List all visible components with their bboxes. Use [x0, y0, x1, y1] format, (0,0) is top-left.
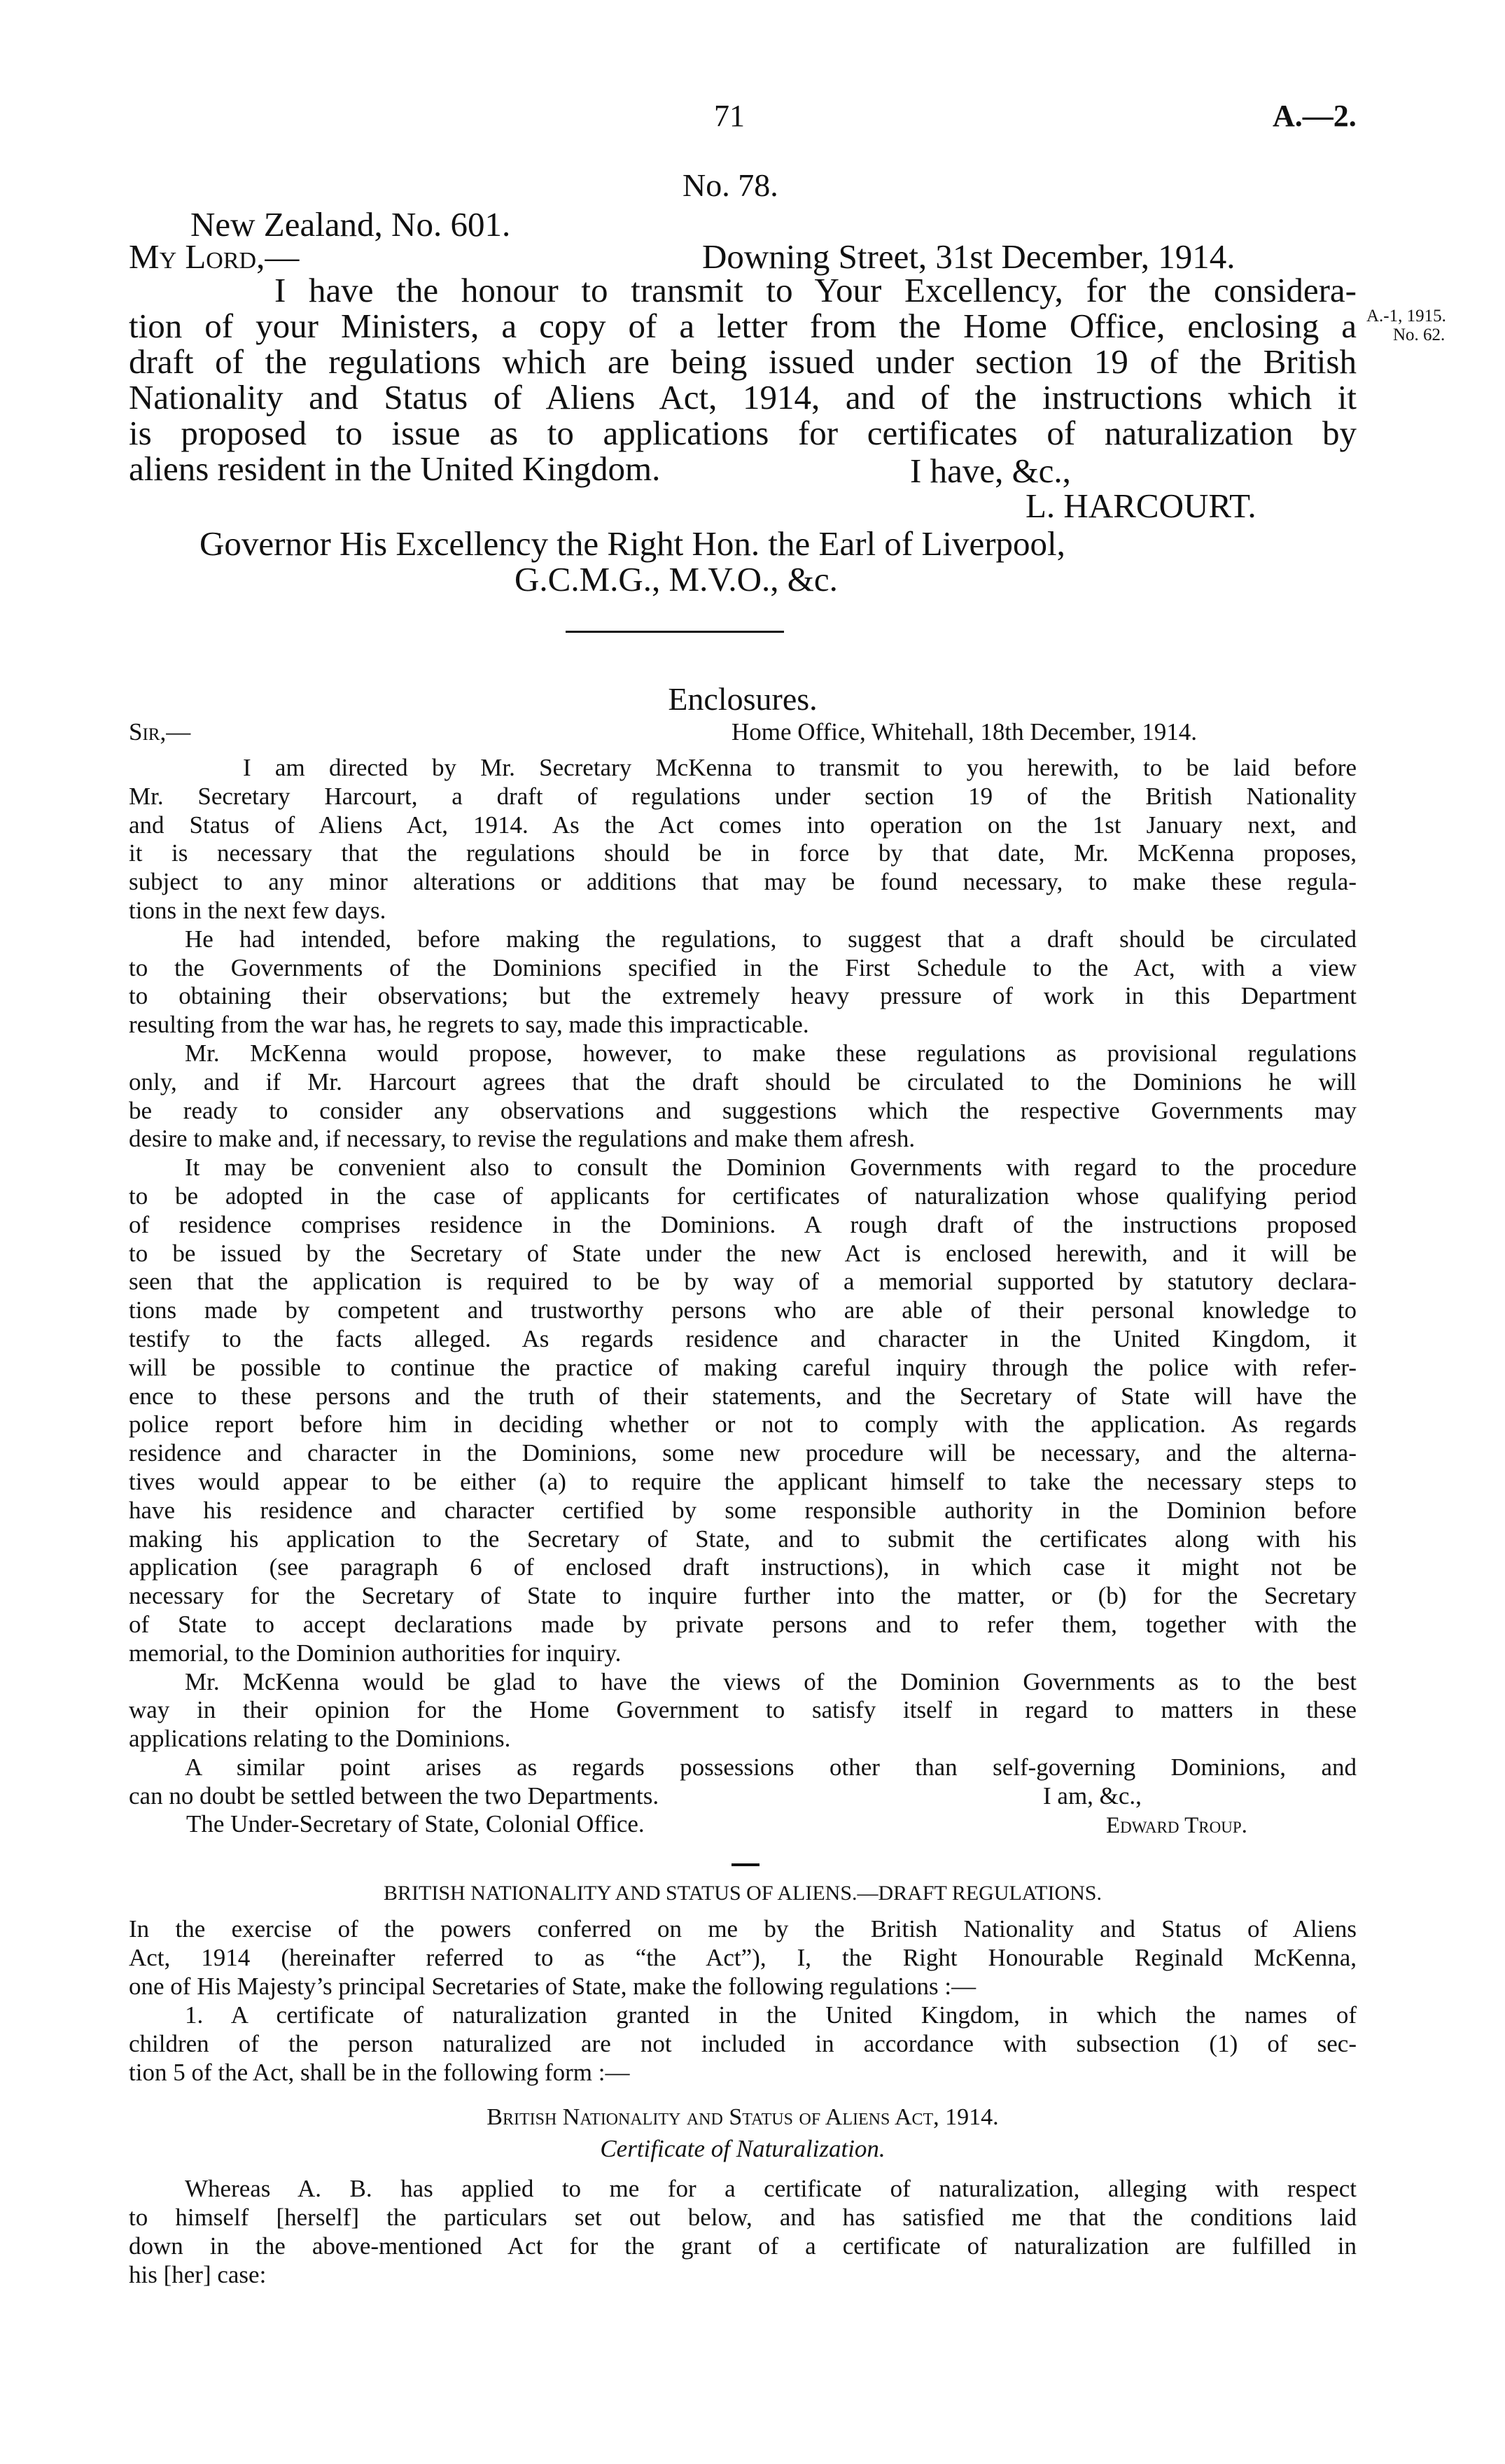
- margin-note: No. 62.: [1393, 326, 1446, 344]
- addressee-line: G.C.M.G., M.V.O., &c.: [514, 560, 838, 598]
- divider-rule: [566, 631, 784, 633]
- text-line: necessary for the Secretary of State to inquire further into the matter, or (b) for the Secretary: [129, 1582, 1357, 1610]
- text-line: Whereas A. B. has applied to me for a certificate of naturalization, alleging with respect: [185, 2175, 1357, 2202]
- text-line: I have the honour to transmit to Your Excellency, for the considera-: [274, 271, 1357, 309]
- text-line: aliens resident in the United Kingdom.: [129, 449, 661, 488]
- text-line: applications relating to the Dominions.: [129, 1725, 511, 1753]
- text-line: be ready to consider any observations and suggestions which the respective Governments may: [129, 1096, 1357, 1124]
- enclosures-heading: Enclosures.: [668, 681, 818, 717]
- addressee-line: Governor His Excellency the Right Hon. the Earl of Liverpool,: [200, 524, 1065, 563]
- enclosure-addressee: The Under-Secretary of State, Colonial Office.: [186, 1810, 645, 1837]
- page-number: 71: [714, 99, 745, 133]
- text-line: memorial, to the Dominion authorities for inquiry.: [129, 1639, 622, 1667]
- text-line: tions made by competent and trustworthy persons who are able of their personal knowledge to: [129, 1296, 1357, 1324]
- text-line: to be issued by the Secretary of State under the new Act is enclosed herewith, and it will be: [129, 1239, 1357, 1267]
- text-line: residence and character in the Dominions, some new procedure will be necessary, and the alterna-: [129, 1439, 1357, 1467]
- enclosure-body: [129, 754, 1357, 1810]
- text-line: police report before him in deciding whether or not to comply with the application. As regards: [129, 1410, 1357, 1438]
- text-line: to obtaining their observations; but the extremely heavy pressure of work in this Department: [129, 982, 1357, 1010]
- text-line: application (see paragraph 6 of enclosed draft instructions), in which case it might not be: [129, 1553, 1357, 1581]
- text-line: his [her] case:: [129, 2261, 267, 2288]
- text-line: will be possible to continue the practice of making careful inquiry through the police with refer-: [129, 1353, 1357, 1381]
- text-line: tion 5 of the Act, shall be in the following form :—: [129, 2059, 630, 2086]
- text-line: testify to the facts alleged. As regards residence and character in the United Kingdom, it: [129, 1324, 1357, 1352]
- text-line: of State to accept declarations made by private persons and to refer them, together with the: [129, 1610, 1357, 1638]
- text-line: children of the person naturalized are not included in accordance with subsection (1) of sec-: [129, 2030, 1357, 2057]
- letter-closing: I have, &c.,: [910, 451, 1071, 490]
- form-heading: British Nationality and Status of Aliens Act, 1914.: [486, 2104, 999, 2130]
- text-line: draft of the regulations which are being issued under section 19 of the British: [129, 342, 1357, 381]
- text-line: subject to any minor alterations or additions that may be found necessary, to make these regula-: [129, 868, 1357, 896]
- certificate-body: [129, 2174, 1357, 2289]
- enclosure-closing: I am, &c.,: [1043, 1782, 1142, 1809]
- letter-signature: L. HARCOURT.: [1026, 486, 1256, 525]
- text-line: down in the above-mentioned Act for the grant of a certificate of naturalization are fulfilled in: [129, 2232, 1357, 2260]
- enclosure-place-date: Home Office, Whitehall, 18th December, 1914.: [732, 718, 1198, 746]
- enclosure-salutation: Sir,—: [129, 718, 191, 746]
- text-line: and Status of Aliens Act, 1914. As the Act comes into operation on the 1st January next, and: [129, 811, 1357, 839]
- text-line: is proposed to issue as to applications for certificates of naturalization by: [129, 414, 1357, 452]
- text-line: It may be convenient also to consult the Dominion Governments with regard to the procedure: [185, 1154, 1357, 1182]
- text-line: Mr. McKenna would be glad to have the views of the Dominion Governments as to the best: [185, 1667, 1357, 1695]
- margin-note: A.-1, 1915.: [1366, 307, 1446, 326]
- text-line: ence to these persons and the truth of their statements, and the Secretary of State will have the: [129, 1382, 1357, 1410]
- text-line: Mr. McKenna would propose, however, to make these regulations as provisional regulations: [185, 1039, 1357, 1067]
- regulations-heading: BRITISH NATIONALITY AND STATUS OF ALIENS.—DRAFT REGULATIONS.: [384, 1882, 1102, 1905]
- text-line: In the exercise of the powers conferred on me by the British Nationality and Status of Aliens: [129, 1915, 1357, 1942]
- text-line: only, and if Mr. Harcourt agrees that the draft should be circulated to the Dominions he will: [129, 1068, 1357, 1096]
- text-line: tions in the next few days.: [129, 896, 386, 924]
- regulations-body: [129, 1914, 1357, 2087]
- salutation: My Lord,—: [129, 237, 300, 276]
- text-line: tives would appear to be either (a) to require the applicant himself to take the necessary steps to: [129, 1467, 1357, 1495]
- text-line: Act, 1914 (hereinafter referred to as “the Act”), I, the Right Honourable Reginald McKenna,: [129, 1944, 1357, 1971]
- text-line: tion of your Ministers, a copy of a letter from the Home Office, enclosing a: [129, 307, 1357, 345]
- text-line: to himself [herself] the particulars set out below, and has satisfied me that the conditions laid: [129, 2204, 1357, 2231]
- text-line: making his application to the Secretary of State, and to submit the certificates along with his: [129, 1525, 1357, 1553]
- text-line: to be adopted in the case of applicants for certificates of naturalization whose qualifying period: [129, 1182, 1357, 1210]
- form-subheading: Certificate of Naturalization.: [600, 2135, 886, 2162]
- place-date: Downing Street, 31st December, 1914.: [702, 237, 1236, 276]
- text-line: I am directed by Mr. Secretary McKenna to transmit to you herewith, to be laid before: [243, 754, 1357, 781]
- divider-dash: [732, 1863, 760, 1866]
- enclosure-signature: Edward Troup.: [1106, 1813, 1247, 1838]
- text-line: resulting from the war has, he regrets to say, made this impracticable.: [129, 1011, 809, 1039]
- letter-body: [129, 272, 1357, 486]
- text-line: of residence comprises residence in the Dominions. A rough draft of the instructions proposed: [129, 1210, 1357, 1238]
- text-line: desire to make and, if necessary, to revise the regulations and make them afresh.: [129, 1125, 916, 1153]
- text-line: Mr. Secretary Harcourt, a draft of regulations under section 19 of the British Nationality: [129, 782, 1357, 810]
- text-line: way in their opinion for the Home Government to satisfy itself in regard to matters in these: [129, 1696, 1357, 1724]
- text-line: 1. A certificate of naturalization granted in the United Kingdom, in which the names of: [185, 2001, 1357, 2029]
- text-line: one of His Majesty’s principal Secretaries of State, make the following regulations :—: [129, 1973, 976, 2000]
- document-number: No. 78.: [682, 167, 778, 203]
- text-line: He had intended, before making the regulations, to suggest that a draft should be circulated: [185, 925, 1357, 953]
- text-line: to the Governments of the Dominions specified in the First Schedule to the Act, with a view: [129, 953, 1357, 981]
- colony-reference: New Zealand, No. 601.: [190, 205, 511, 244]
- text-line: Nationality and Status of Aliens Act, 1914, and of the instructions which it: [129, 378, 1357, 416]
- paper-reference: A.—2.: [1273, 99, 1357, 133]
- text-line: have his residence and character certified by some responsible authority in the Dominion before: [129, 1496, 1357, 1524]
- text-line: it is necessary that the regulations should be in force by that date, Mr. McKenna proposes,: [129, 839, 1357, 867]
- text-line: can no doubt be settled between the two Departments.: [129, 1782, 659, 1809]
- text-line: seen that the application is required to be by way of a memorial supported by statutory declara-: [129, 1268, 1357, 1296]
- text-line: A similar point arises as regards possessions other than self-governing Dominions, and: [185, 1753, 1357, 1781]
